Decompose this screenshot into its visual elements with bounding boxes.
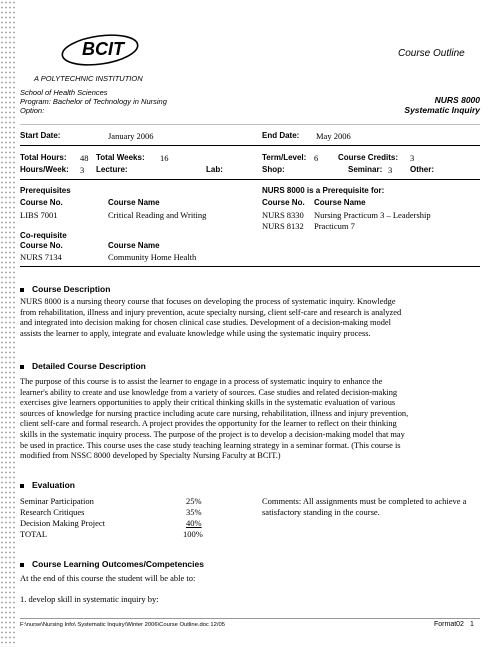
term-level-label: Term/Level:	[262, 153, 307, 162]
prereq-col-name: Course Name	[108, 198, 160, 207]
detailed-description-heading	[20, 361, 146, 371]
requisites-rule	[20, 266, 480, 267]
svg-text:BCIT: BCIT	[82, 39, 124, 59]
hours-week-label: Hours/Week:	[20, 165, 69, 174]
coreq-row-name: Community Home Health	[108, 252, 197, 262]
eval-item-name: Decision Making Project	[20, 518, 105, 528]
text-line: skills in the systematic inquiry process. The purpose of the project is to develop a decision-making model that may	[20, 429, 405, 439]
bcit-logo	[60, 30, 146, 70]
eval-comment-line: satisfactory standing in the course.	[262, 507, 380, 517]
course-outline-title: Course Outline	[398, 48, 465, 59]
text-line: modified from NSSC 8000 developed by Specialty Nursing Faculty at BCIT.)	[20, 451, 281, 461]
text-line: assists the learner to apply, integrate and evaluate knowledge while using the systematic inquiry process.	[20, 328, 371, 338]
start-date-label: Start Date:	[20, 131, 61, 140]
prereq-for-row-name: Nursing Practicum 3 – Leadership	[314, 210, 431, 220]
evaluation-heading	[20, 480, 75, 490]
eval-item-value: 40%	[186, 518, 202, 528]
bullet-icon	[20, 288, 24, 292]
course-description-heading	[20, 284, 110, 294]
total-weeks-value: 16	[160, 153, 169, 163]
prereq-row-name: Critical Reading and Writing	[108, 210, 207, 220]
course-description-text	[20, 297, 480, 339]
detailed-description-text	[20, 377, 480, 462]
dates-rule	[20, 145, 480, 146]
total-hours-value: 48	[80, 153, 89, 163]
total-hours-label: Total Hours:	[20, 153, 67, 162]
prereq-for-row-no: NURS 8132	[262, 221, 304, 231]
school-name: School of Health Sciences	[20, 88, 108, 97]
logo-swoosh-icon	[60, 30, 146, 70]
eval-item-name: Research Critiques	[20, 507, 85, 517]
outcomes-intro: At the end of this course the student will be able to:	[20, 573, 196, 583]
prerequisites-title: Prerequisites	[20, 186, 71, 195]
text-line: sources of knowledge for nursing practice including acute care nursing, rehabilitation, illness and injury prevention,	[20, 408, 409, 418]
detailed-description-title: Detailed Course Description	[32, 361, 146, 371]
outcome-item-1: 1. develop skill in systematic inquiry by:	[20, 594, 159, 604]
end-date-value: May 2006	[316, 131, 351, 141]
prereq-for-title: NURS 8000 is a Prerequisite for:	[262, 186, 385, 195]
course-code: NURS 8000	[434, 95, 480, 105]
footer-form-code: Format02	[434, 621, 464, 628]
footer-page-number: 1	[470, 621, 474, 628]
course-credits-label: Course Credits:	[338, 153, 399, 162]
bullet-icon	[20, 365, 24, 369]
coreq-col-name: Course Name	[108, 241, 160, 250]
program-name: Program: Bachelor of Technology in Nursing	[20, 97, 167, 106]
scan-edge-speckle	[0, 0, 16, 647]
seminar-label: Seminar:	[348, 165, 383, 174]
text-line: from rehabilitation, illness and injury prevention, acute specialty nursing, client self-care and research is analyzed	[20, 307, 402, 317]
prereq-for-row-name: Practicum 7	[314, 221, 355, 231]
header-divider	[20, 124, 480, 125]
start-date-value: January 2006	[108, 131, 154, 141]
eval-item-value: 35%	[186, 507, 202, 517]
option-label: Option:	[20, 106, 45, 115]
outcomes-heading	[20, 559, 204, 569]
lecture-label: Lecture:	[96, 165, 128, 174]
eval-comment-line: Comments: All assignments must be completed to achieve a	[262, 496, 467, 506]
text-line: exercises give learners opportunities to apply their critical thinking skills in the systematic evaluation of various	[20, 398, 396, 408]
coreq-col-no: Course No.	[20, 241, 63, 250]
prereq-for-col-no: Course No.	[262, 198, 305, 207]
text-line: The purpose of this course is to assist the learner to engage in a process of systematic inquiry to enhance the	[20, 377, 383, 386]
bullet-icon	[20, 563, 24, 567]
hours-week-value: 3	[80, 165, 85, 175]
footer-file-path: F:\nurse\Nursing Info\ Systematic Inquiry\Winter 2006\Course Outline.doc 12/05	[20, 622, 225, 628]
seminar-value: 3	[388, 165, 393, 175]
course-description-title: Course Description	[32, 284, 111, 294]
course-credits-value: 3	[410, 153, 415, 163]
other-label: Other:	[410, 165, 434, 174]
footer-rule	[20, 618, 480, 619]
eval-item-name: Seminar Participation	[20, 496, 94, 506]
text-line: be used in practice. This course uses the case study teaching learning strategy in a seminar format. (This course is	[20, 440, 401, 450]
evaluation-title: Evaluation	[32, 480, 75, 490]
eval-total-value: 100%	[183, 529, 203, 539]
end-date-label: End Date:	[262, 131, 300, 140]
text-line: learner's ability to create and use knowledge from a variety of sources. Case studies and related decision-making	[20, 387, 398, 397]
prereq-col-no: Course No.	[20, 198, 63, 207]
lab-label: Lab:	[206, 165, 223, 174]
eval-total-name: TOTAL	[20, 529, 48, 539]
prereq-for-row-no: NURS 8330	[262, 210, 304, 220]
coreq-row-no: NURS 7134	[20, 252, 62, 262]
text-line: client self-care and formal research. A project provides the opportunity for the learner to reflect on their thinking	[20, 419, 397, 429]
eval-item-value: 25%	[186, 496, 202, 506]
text-line: and integrated into decision making for chosen clinical case studies. Development of a decision-making model	[20, 318, 391, 328]
outcomes-title: Course Learning Outcomes/Competencies	[32, 559, 204, 569]
course-title: Systematic Inquiry	[404, 105, 480, 115]
prereq-row-no: LIBS 7001	[20, 210, 58, 220]
text-line: NURS 8000 is a nursing theory course that focuses on developing the process of systematic inquiry. Knowledge	[20, 297, 396, 306]
corequisite-title: Co-requisite	[20, 231, 67, 240]
bullet-icon	[20, 484, 24, 488]
term-level-value: 6	[314, 153, 319, 163]
polytechnic-tagline: A POLYTECHNIC INSTITUTION	[34, 74, 143, 83]
shop-label: Shop:	[262, 165, 285, 174]
total-weeks-label: Total Weeks:	[96, 153, 145, 162]
prereq-for-col-name: Course Name	[314, 198, 366, 207]
hours-rule	[20, 179, 480, 180]
